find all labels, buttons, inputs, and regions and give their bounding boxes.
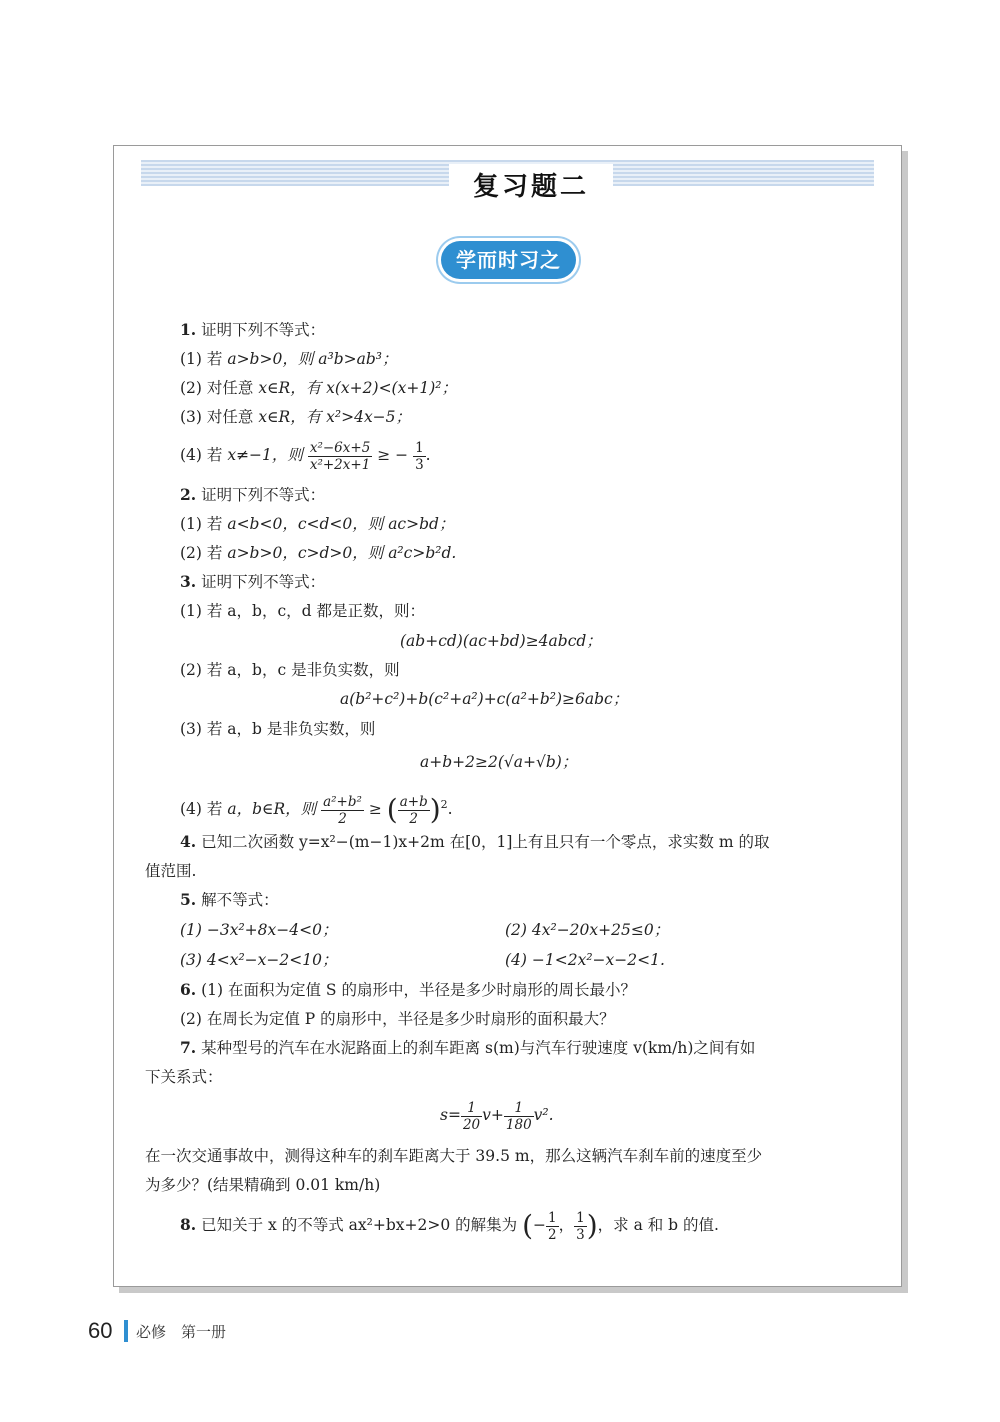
problem-7-formula	[440, 1096, 554, 1134]
problem-3-part-1: (1) 若 a，b，c，d 都是正数，则：	[180, 602, 426, 620]
problem-3-formula-2: a(b²+c²)+b(c²+a²)+c(a²+b²)≥6abc；	[340, 690, 629, 708]
formula-term: v+	[482, 1106, 504, 1124]
fraction-denominator: 3	[576, 1226, 585, 1243]
fraction-denominator: 180	[505, 1116, 532, 1133]
fraction	[574, 1210, 587, 1243]
fraction	[504, 1100, 534, 1133]
problem-text: 已知关于 x 的不等式 ax²+bx+2>0 的解集为	[201, 1216, 518, 1234]
fraction	[413, 440, 426, 473]
problem-5-part-3: (3) 4<x²−x−2<10；	[180, 951, 338, 969]
problem-7-line-3: 在一次交通事故中，测得这种车的刹车距离大于 39.5 m，那么这辆汽车刹车前的速度至少	[145, 1147, 763, 1165]
problem-number: 8.	[180, 1215, 197, 1234]
part-expr: x∈R，有 x²>4x−5；	[258, 408, 412, 426]
part-label: (1) 若	[180, 515, 223, 533]
problem-5-part-1: (1) −3x²+8x−4<0；	[180, 921, 338, 939]
problem-3-stem	[180, 572, 325, 592]
problem-5-part-4: (4) −1<2x²−x−2<1.	[505, 951, 665, 969]
part-label: (4) 若	[180, 800, 223, 819]
problem-1-part-4	[180, 438, 431, 473]
period: .	[425, 446, 431, 464]
problem-7-line-2: 下关系式：	[145, 1068, 223, 1086]
open-paren: (	[386, 793, 398, 827]
problem-6-part-2: (2) 在周长为定值 P 的扇形中，半径是多少时扇形的面积最大？	[180, 1010, 615, 1028]
part-expr: a<b<0，c<d<0，则 ac>bd；	[227, 515, 455, 533]
fraction	[461, 1100, 482, 1133]
problem-7-line-1	[180, 1038, 755, 1058]
section-badge: 学而时习之	[441, 241, 576, 279]
problem-text: 解不等式：	[201, 891, 279, 909]
footer-divider	[124, 1320, 128, 1342]
problem-3-formula-3: a+b+2≥2(√a+√b)；	[420, 753, 578, 771]
problem-5-stem	[180, 890, 279, 910]
problem-text: 证明下列不等式：	[201, 486, 326, 504]
problem-text: ，求 a 和 b 的值.	[597, 1216, 719, 1234]
fraction-numerator: a+b	[399, 793, 428, 810]
formula-term: v².	[533, 1106, 554, 1124]
title-band	[141, 160, 874, 202]
fraction-numerator: a²+b²	[323, 793, 362, 810]
fraction-numerator: 1	[461, 1100, 482, 1117]
problem-3-part-2: (2) 若 a，b，c 是非负实数，则	[180, 661, 400, 679]
exponent: 2	[440, 798, 448, 811]
part-label: (1) 若	[180, 350, 223, 368]
problem-number: 5.	[180, 890, 197, 909]
fraction	[308, 440, 372, 473]
problem-4-line-1	[180, 832, 769, 852]
open-paren: (	[522, 1209, 533, 1242]
part-label: (2) 对任意	[180, 379, 254, 397]
close-paren: )	[429, 793, 441, 827]
part-expr: a>b>0，c>d>0，则 a²c>b²d.	[227, 544, 457, 562]
problem-text: (1) 在面积为定值 S 的扇形中，半径是多少时扇形的周长最小？	[201, 981, 636, 999]
fraction-denominator: 3	[415, 456, 424, 473]
page-number: 60	[88, 1318, 113, 1343]
part-expr: a，b∈R，则	[227, 800, 317, 819]
fraction-denominator: 2	[338, 810, 347, 827]
formula-lhs: s=	[440, 1106, 461, 1124]
problem-2-stem	[180, 485, 325, 505]
relation: ≥ −	[377, 446, 409, 464]
fraction-numerator: 1	[415, 439, 424, 456]
problem-1-part-3	[180, 407, 411, 427]
problem-number: 3.	[180, 572, 197, 591]
problem-number: 1.	[180, 320, 197, 339]
fraction-denominator: 2	[409, 810, 419, 827]
fraction	[321, 794, 364, 827]
problem-text: 证明下列不等式：	[201, 321, 326, 339]
problem-3-formula-1: (ab+cd)(ac+bd)≥4abcd；	[400, 632, 602, 650]
fraction-denominator: x²+2x+1	[309, 456, 371, 473]
part-expr: x∈R，有 x(x+2)<(x+1)²；	[258, 379, 457, 397]
chapter-title: 复习题二	[449, 164, 613, 210]
problem-number: 2.	[180, 485, 197, 504]
problem-1-part-1	[180, 349, 398, 369]
period: .	[447, 800, 453, 819]
problem-3-part-3: (3) 若 a，b 是非负实数，则	[180, 720, 376, 738]
part-expr: a>b>0，则 a³b>ab³；	[227, 350, 398, 368]
fraction-numerator: 1	[504, 1100, 534, 1117]
book-title: 必修 第一册	[136, 1323, 227, 1341]
part-label: (3) 对任意	[180, 408, 254, 426]
fraction-denominator: 20	[462, 1116, 481, 1133]
part-label: (2) 若	[180, 544, 223, 562]
fraction-numerator: 1	[548, 1209, 557, 1226]
problem-4-line-2: 值范围.	[145, 862, 197, 880]
problem-7-line-4: 为多少？(结果精确到 0.01 km/h)	[145, 1176, 381, 1194]
fraction-numerator: 1	[576, 1209, 585, 1226]
problem-number: 6.	[180, 980, 197, 999]
problem-number: 7.	[180, 1038, 197, 1057]
problem-8: 8. 已知关于 x 的不等式 ax²+bx+2>0 的解集为 (− $\frac{1}{2}$ ， $\frac{1}{3}$ )，求 a 和 b 的值.	[180, 1209, 719, 1243]
problem-1-part-2	[180, 378, 457, 398]
fraction-denominator: 2	[548, 1226, 557, 1243]
relation: ≥	[368, 800, 382, 819]
problem-text: 证明下列不等式：	[201, 573, 326, 591]
problem-2-part-2	[180, 543, 456, 563]
fraction	[398, 794, 430, 827]
problem-number: 4.	[180, 832, 197, 851]
close-paren: )	[586, 1209, 598, 1242]
problem-1-stem	[180, 320, 325, 340]
problem-2-part-1	[180, 514, 454, 534]
fraction	[546, 1210, 559, 1243]
part-expr: x≠−1，则	[227, 446, 303, 464]
problem-6-part-1	[180, 980, 636, 1000]
problem-5-part-2: (2) 4x²−20x+25≤0；	[505, 921, 670, 939]
part-label: (4) 若	[180, 446, 223, 464]
problem-text: 某种型号的汽车在水泥路面上的刹车距离 s(m)与汽车行驶速度 v(km/h)之间有如	[201, 1039, 756, 1057]
problem-text: 已知二次函数 y=x²−(m−1)x+2m 在[0，1]上有且只有一个零点，求实数 m 的取	[201, 833, 770, 851]
fraction-numerator: x²−6x+5	[309, 439, 371, 456]
problem-3-part-4	[180, 786, 453, 829]
